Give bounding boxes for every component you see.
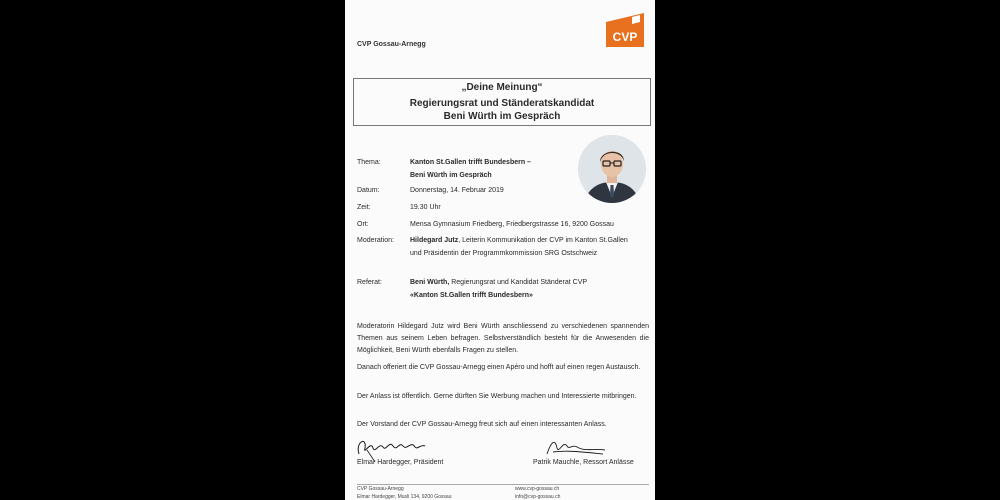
title-line-2: Beni Würth im Gespräch — [443, 111, 561, 122]
footer-org: CVP Gossau-Arnegg — [357, 486, 404, 492]
signatory-left: Elmar Hardegger, Präsident — [357, 459, 444, 466]
datum-label: Datum: — [357, 187, 380, 194]
thema-value — [410, 156, 580, 182]
footer-website: www.cvp-gossau.ch — [515, 486, 560, 492]
signatory-right: Patrik Mauchle, Ressort Anlässe — [533, 459, 634, 466]
paragraph-2: Danach offeriert die CVP Gossau-Arnegg einen Apéro und hofft auf einen regen Austausch. — [357, 364, 641, 371]
zeit-value: 19.30 Uhr — [410, 204, 441, 211]
title-quote: „Deine Meinung“ — [461, 82, 543, 93]
signature-right — [533, 434, 613, 460]
referat-title: «Kanton St.Gallen trifft Bundesbern» — [410, 292, 533, 299]
moderation-role: , Leiterin Kommunikation der CVP im Kanton St.Gallen — [458, 237, 628, 244]
datum-value: Donnerstag, 14. Februar 2019 — [410, 187, 504, 194]
thema-line-1: Kanton St.Gallen trifft Bundesbern – — [410, 159, 531, 166]
moderation-label: Moderation: — [357, 237, 394, 244]
thema-label: Thema: — [357, 159, 381, 166]
moderation-name: Hildegard Jutz — [410, 237, 459, 244]
zeit-label: Zeit: — [357, 204, 371, 211]
footer — [357, 484, 649, 500]
invitation-document — [345, 0, 655, 500]
moderation-line-2: und Präsidentin der Programmkommission SRG Ostschweiz — [410, 250, 598, 257]
referat-role: Regierungsrat und Kandidat Ständerat CVP — [449, 279, 588, 286]
paragraph-3: Der Anlass ist öffentlich. Gerne dürften Sie Werbung machen und Interessierte mitbringen. — [357, 393, 637, 400]
organization-name: CVP Gossau-Arnegg — [357, 41, 426, 48]
moderation-value — [410, 234, 650, 260]
referat-label: Referat: — [357, 279, 382, 286]
title-line-1: Regierungsrat und Ständeratskandidat — [409, 98, 595, 109]
referat-value — [410, 276, 650, 302]
ort-label: Ort: — [357, 221, 369, 228]
thema-line-2: Beni Würth im Gespräch — [410, 172, 492, 179]
cvp-logo — [604, 13, 646, 47]
title-box — [353, 78, 651, 126]
footer-email: info@cvp-gossau.ch — [515, 494, 561, 500]
paragraph-1: Moderatorin Hildegard Jutz wird Beni Würth anschliessend zu verschiedenen spannenden Themen aus seinem Leben befragen. Selbstverständlich besteht für die Anwesenden die Möglichkeit, Beni Würth ebenfalls Fragen zu stellen. — [357, 323, 649, 354]
cvp-logo-text: CVP — [612, 30, 638, 44]
ort-value: Mensa Gymnasium Friedberg, Friedbergstrasse 16, 9200 Gossau — [410, 221, 614, 228]
paragraph-4: Der Vorstand der CVP Gossau-Arnegg freut sich auf einen interessanten Anlass. — [357, 421, 607, 428]
referat-name: Beni Würth, — [410, 279, 450, 286]
footer-address: Elmar Hardegger, Musli 134, 9200 Gossau — [357, 494, 452, 500]
